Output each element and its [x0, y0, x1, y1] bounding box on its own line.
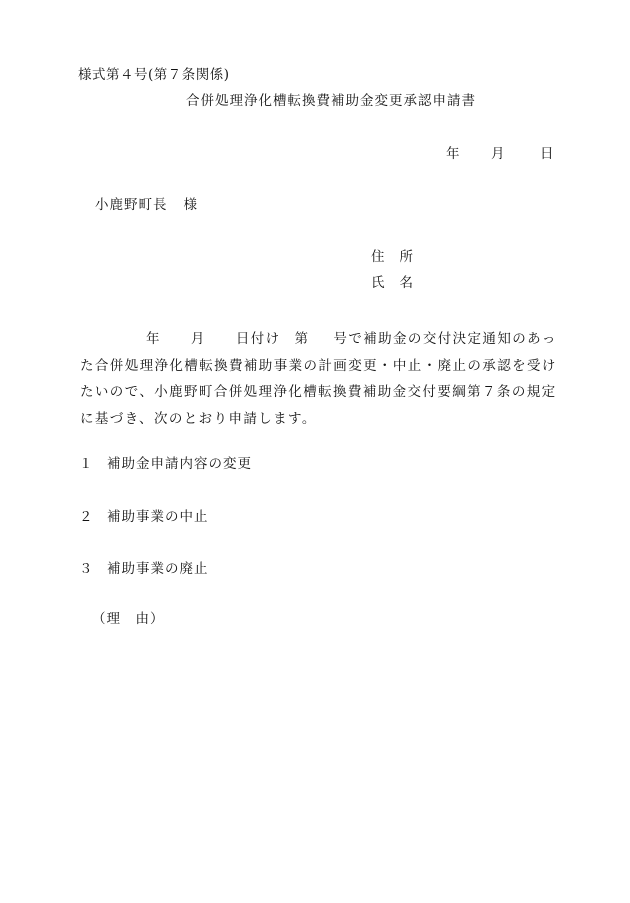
address-label-second: 所 [399, 249, 414, 265]
applicant-address-label [371, 251, 414, 265]
body-line-4: に基づき、次のとおり申請します。 [80, 410, 317, 427]
list-item-number: ３ [79, 561, 94, 577]
body-dai-label: 第 [294, 331, 310, 347]
form-number: 様式第４号(第７条関係) [78, 67, 230, 83]
applicant-name-label [371, 277, 414, 291]
document-title: 合併処理浄化槽転換費補助金変更承認申請書 [186, 93, 476, 109]
list-item-text: 補助金申請内容の変更 [107, 456, 252, 472]
reason-label: （理 由） [92, 611, 165, 627]
body-line-1 [80, 326, 570, 353]
body-month-label: 月 [190, 331, 206, 347]
name-label-first: 氏 [371, 275, 386, 291]
date-month-label: 月 [491, 146, 505, 162]
body-date-suffix: 日付け [235, 331, 281, 347]
body-year-label: 年 [146, 331, 161, 347]
list-item [79, 563, 209, 577]
date-row [446, 148, 556, 164]
list-item-text: 補助事業の廃止 [107, 561, 209, 577]
address-label-first: 住 [371, 249, 386, 265]
body-line1-rest: 号で補助金の交付決定通知のあっ [333, 331, 557, 347]
name-label-second: 名 [399, 275, 414, 291]
list-item [79, 458, 252, 472]
list-item [79, 511, 209, 525]
date-year-label: 年 [446, 146, 460, 162]
date-day-label: 日 [540, 146, 554, 162]
body-line-3: たいので、小鹿野町合併処理浄化槽転換費補助金交付要綱第７条の規定 [80, 384, 557, 400]
list-item-text: 補助事業の中止 [107, 509, 209, 525]
body-paragraph [80, 326, 570, 432]
addressee-name: 小鹿野町長 [95, 197, 168, 213]
list-item-number: １ [79, 456, 94, 472]
list-item-number: ２ [79, 509, 94, 525]
addressee-honorific: 様 [183, 197, 198, 213]
addressee [95, 199, 198, 213]
body-line-2: た合併処理浄化槽転換費補助事業の計画変更・中止・廃止の承認を受け [80, 357, 557, 374]
